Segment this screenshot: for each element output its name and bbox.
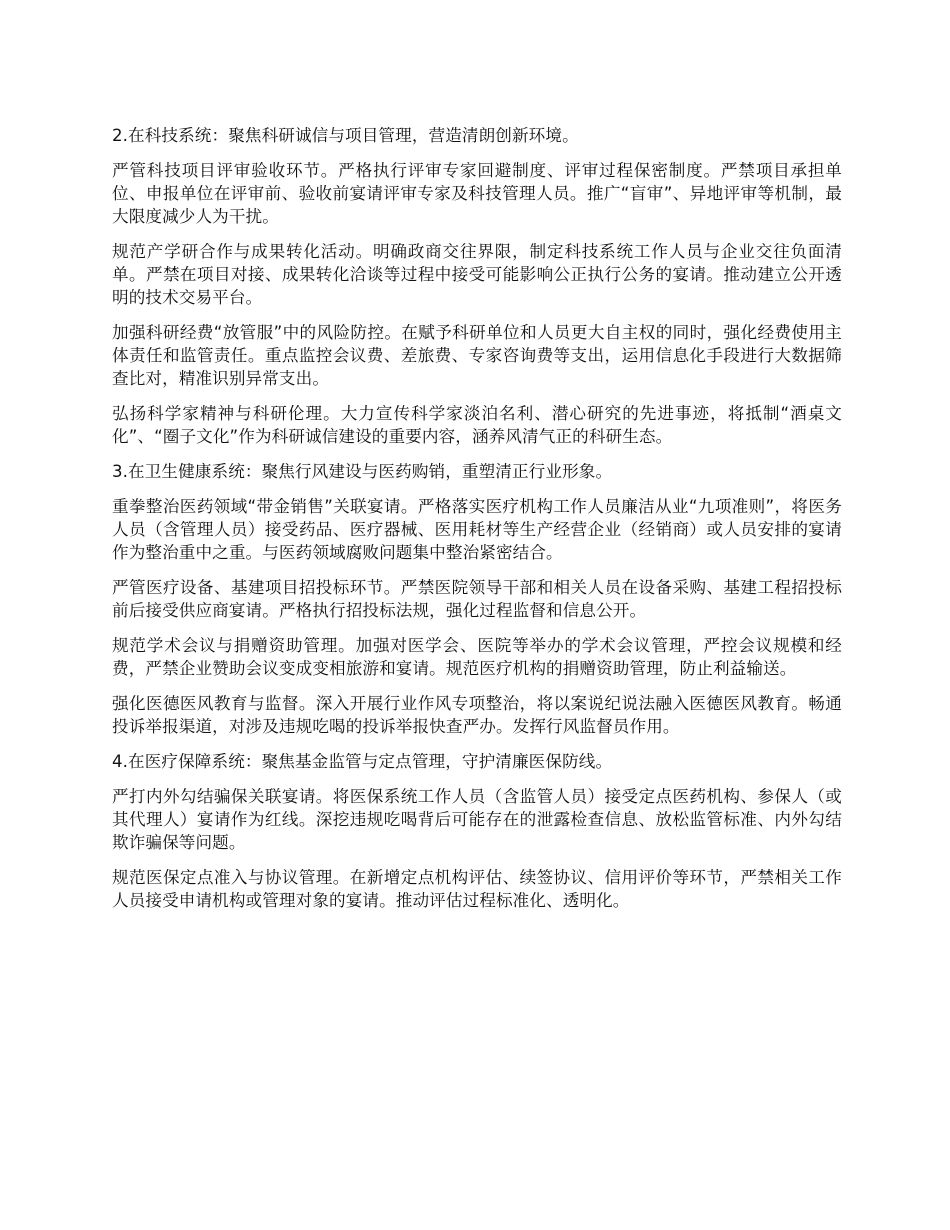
section-heading-health: 3.在卫生健康系统：聚焦行风建设与医药购销，重塑清正行业形象。 [112, 462, 613, 481]
paragraph-medical-equipment-bidding: 严管医疗设备、基建项目招投标环节。严禁医院领导干部和相关人员在设备采购、基建工程招投标前后接受供应商宴请。严格执行招投标法规，强化过程监督和信息公开。 [112, 578, 842, 620]
section-heading-science-tech: 2.在科技系统：聚焦科研诚信与项目管理，营造清朗创新环境。 [112, 126, 579, 145]
document-body [112, 124, 842, 924]
paragraph-academic-conferences: 规范学术会议与捐赠资助管理。加强对医学会、医院等举办的学术会议管理，严控会议规模和经费，严禁企业赞助会议变成变相旅游和宴请。规范医疗机构的捐赠资助管理，防止利益输送。 [112, 636, 842, 678]
paragraph-research-funding-risk: 加强科研经费“放管服”中的风险防控。在赋予科研单位和人员更大自主权的同时，强化经费使用主体责任和监管责任。重点监控会议费、差旅费、专家咨询费等支出，运用信息化手段进行大数据筛查比对，精准识别异常支出。 [112, 323, 842, 388]
paragraph-insurance-fraud: 严打内外勾结骗保关联宴请。将医保系统工作人员（含监管人员）接受定点医药机构、参保人（或其代理人）宴请作为红线。深挖违规吃喝背后可能存在的泄露检查信息、放松监管标准、内外勾结欺诈骗保等问题。 [112, 787, 842, 852]
paragraph-industry-research-cooperation: 规范产学研合作与成果转化活动。明确政商交往界限，制定科技系统工作人员与企业交往负面清单。严禁在项目对接、成果转化洽谈等过程中接受可能影响公正执行公务的宴请。推动建立公开透明的技术交易平台。 [112, 242, 842, 307]
paragraph-scientist-spirit: 弘扬科学家精神与科研伦理。大力宣传科学家淡泊名利、潜心研究的先进事迹，将抵制“酒桌文化”、“圈子文化”作为科研诚信建设的重要内容，涵养风清气正的科研生态。 [112, 404, 842, 446]
paragraph-medical-sales-banquets: 重拳整治医药领域“带金销售”关联宴请。严格落实医疗机构工作人员廉洁从业“九项准则”，将医务人员（含管理人员）接受药品、医疗器械、医用耗材等生产经营企业（经销商）或人员安排的宴请作为整治重中之重。与医药领域腐败问题集中整治紧密结合。 [112, 497, 842, 562]
paragraph-medical-ethics: 强化医德医风教育与监督。深入开展行业作风专项整治，将以案说纪说法融入医德医风教育。畅通投诉举报渠道，对涉及违规吃喝的投诉举报快查严办。发挥行风监督员作用。 [112, 694, 842, 736]
paragraph-project-review: 严管科技项目评审验收环节。严格执行评审专家回避制度、评审过程保密制度。严禁项目承担单位、申报单位在评审前、验收前宴请评审专家及科技管理人员。推广“盲审”、异地评审等机制，最大限度减少人为干扰。 [112, 161, 842, 226]
paragraph-designated-institutions: 规范医保定点准入与协议管理。在新增定点机构评估、续签协议、信用评价等环节，严禁相关工作人员接受申请机构或管理对象的宴请。推动评估过程标准化、透明化。 [112, 868, 842, 910]
section-heading-medical-insurance: 4.在医疗保障系统：聚焦基金监管与定点管理，守护清廉医保防线。 [112, 752, 613, 771]
